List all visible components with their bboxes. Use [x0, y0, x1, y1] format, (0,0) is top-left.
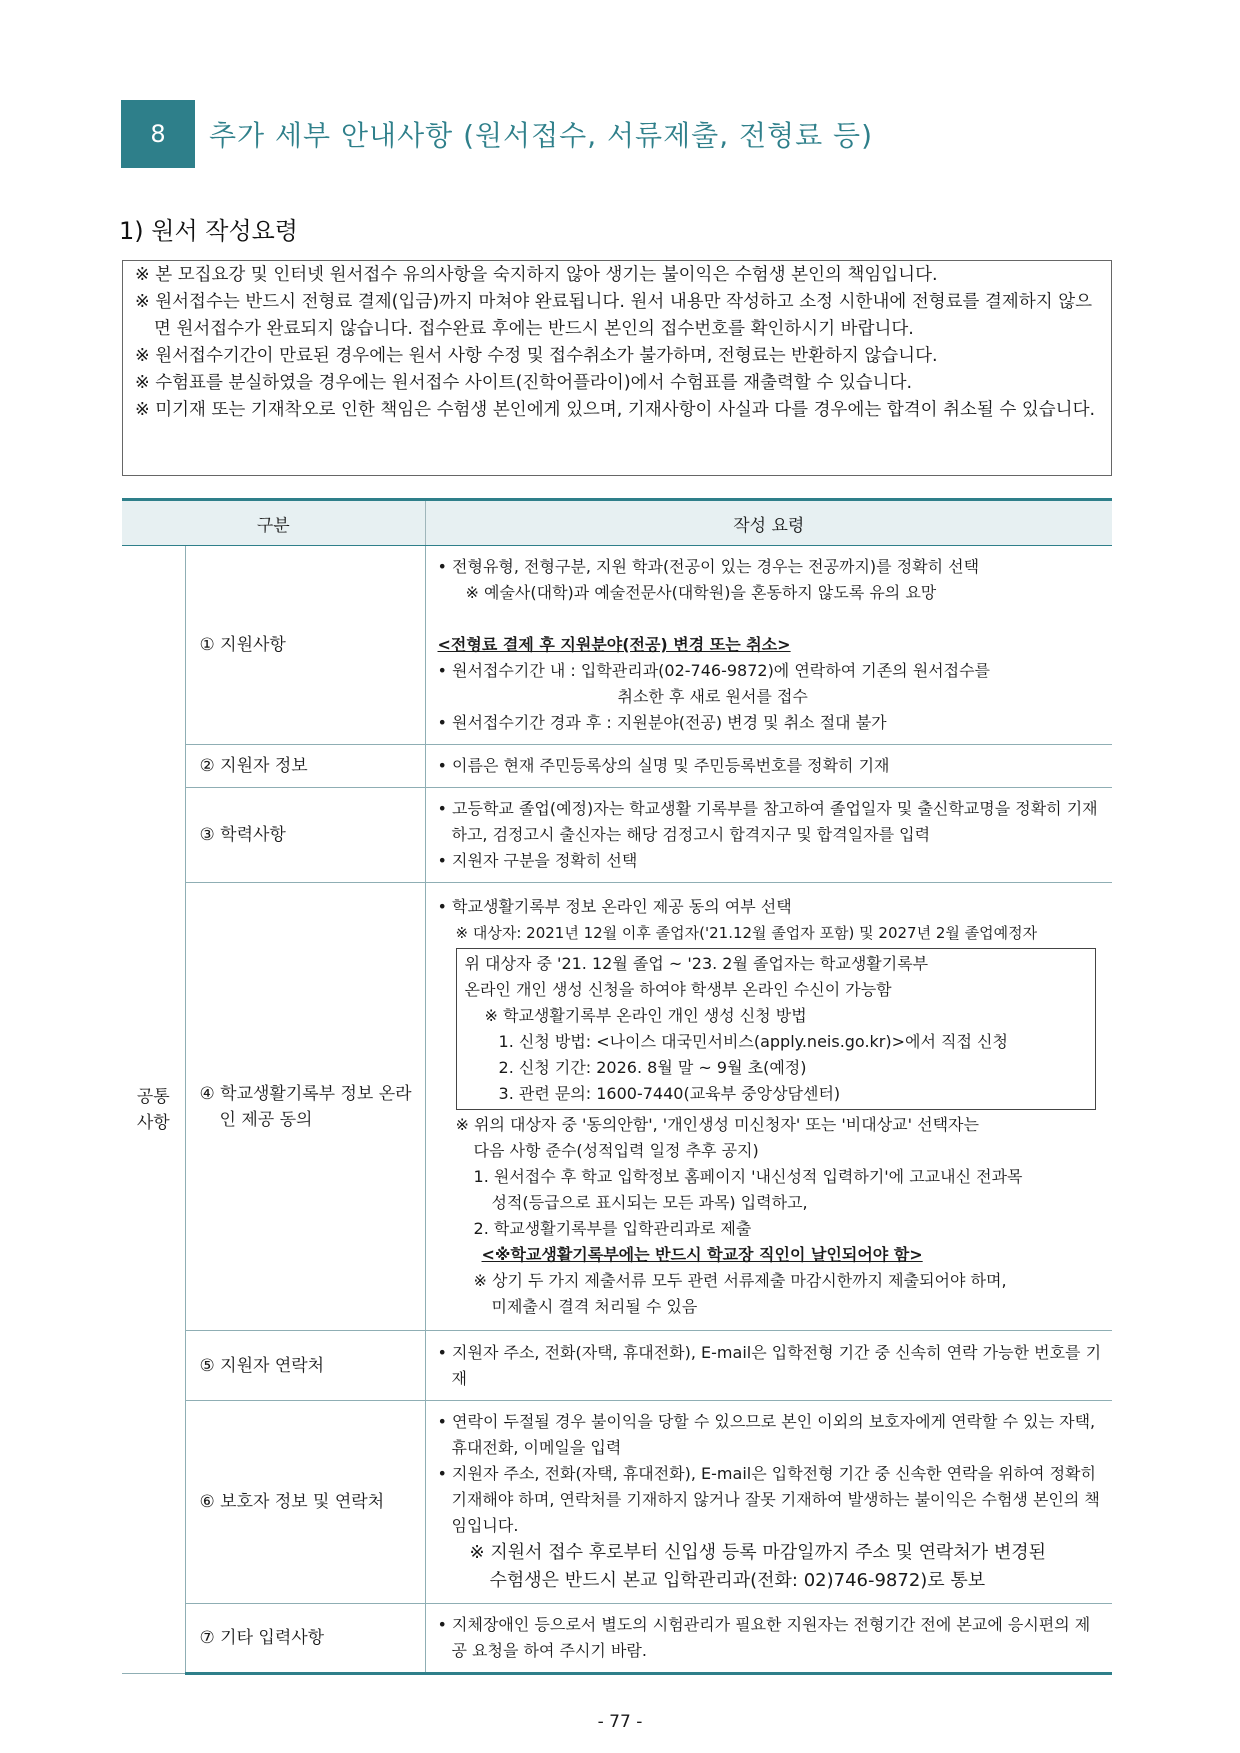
item-label: ③ 학력사항: [185, 788, 425, 883]
table-header-row: [122, 500, 1112, 546]
table-row: [122, 883, 1112, 1331]
notice-item: ※ 원서접수는 반드시 전형료 결제(입금)까지 마쳐야 완료됩니다. 원서 내용만 작성하고 소정 시한내에 전형료를 결제하지 않으면 원서접수가 완료되지 않습니다. 접수완료 후에는 반드시 본인의 접수번호를 확인하시기 바랍니다.: [135, 292, 1093, 339]
header-guide: 작성 요령: [425, 500, 1112, 546]
box-line: 온라인 개인 생성 신청을 하여야 학생부 온라인 수신이 가능함: [464, 979, 892, 999]
item-label: [185, 883, 425, 1331]
guide-table: [122, 498, 1112, 1675]
notice-item: ※ 미기재 또는 기재착오로 인한 책임은 수험생 본인에게 있으며, 기재사항이 사실과 다를 경우에는 합격이 취소될 수 있습니다.: [135, 400, 1096, 420]
bullet-text: • 원서접수기간 경과 후 : 지원분야(전공) 변경 및 취소 절대 불가: [437, 713, 887, 732]
bullet-text: • 이름은 현재 주민등록상의 실명 및 주민등록번호를 정확히 기재: [437, 756, 890, 775]
emphasis-text: <※학교생활기록부에는 반드시 학교장 직인이 날인되어야 함>: [481, 1244, 923, 1264]
notice-item: ※ 수험표를 분실하였을 경우에는 원서접수 사이트(진학어플라이)에서 수험표를 재출력할 수 있습니다.: [135, 373, 913, 393]
table-row: [122, 1604, 1112, 1674]
note-text: ※ 상기 두 가지 제출서류 모두 관련 서류제출 마감시한까지 제출되어야 하며,: [473, 1270, 1007, 1290]
box-line: ※ 학교생활기록부 온라인 개인 생성 신청 방법: [484, 1005, 807, 1025]
target-notice-box: [456, 948, 1096, 1110]
section-number: 8: [121, 100, 195, 168]
section-title: 추가 세부 안내사항 (원서접수, 서류제출, 전형료 등): [209, 119, 874, 152]
table-row: [122, 1331, 1112, 1401]
subsection-title: 1) 원서 작성요령: [119, 217, 298, 245]
note-text: ※ 지원서 접수 후로부터 신입생 등록 마감일까지 주소 및 연락처가 변경된: [469, 1542, 1047, 1563]
step-text: 성적(등급으로 표시되는 모든 과목) 입력하고,: [491, 1192, 808, 1212]
bullet-text: • 지원자 구분을 정확히 선택: [437, 851, 638, 870]
bullet-text: • 학교생활기록부 정보 온라인 제공 동의 여부 선택: [437, 896, 792, 916]
note-text: 다음 사항 준수(성적입력 일정 추후 공지): [473, 1140, 759, 1160]
item-description: [425, 546, 1112, 745]
notice-item: ※ 본 모집요강 및 인터넷 원서접수 유의사항을 숙지하지 않아 생기는 불이익은 수험생 본인의 책임입니다.: [135, 265, 938, 285]
table-row: [122, 745, 1112, 788]
subheading-text: <전형료 결제 후 지원분야(전공) 변경 또는 취소>: [437, 635, 791, 654]
step-text: 1. 원서접수 후 학교 입학정보 홈페이지 '내신성적 입력하기'에 고교내신 전과목: [473, 1166, 1023, 1186]
item-label: ① 지원사항: [185, 546, 425, 745]
box-line: 3. 관련 문의: 1600-7440(교육부 중앙상담센터): [498, 1083, 841, 1103]
note-text: ※ 예술사(대학)과 예술전문사(대학원)을 혼동하지 않도록 유의 요망: [465, 583, 937, 602]
bullet-text: • 전형유형, 전형구분, 지원 학과(전공이 있는 경우는 전공까지)를 정확히 선택: [437, 557, 980, 576]
box-line: 1. 신청 방법: <나이스 대국민서비스(apply.neis.go.kr)>에서 직접 신청: [498, 1031, 1008, 1051]
note-text: 미제출시 결격 처리될 수 있음: [491, 1296, 698, 1316]
bullet-text: • 지체장애인 등으로서 별도의 시험관리가 필요한 지원자는 전형기간 전에 본교에 응시편의 제공 요청을 하여 주시기 바람.: [437, 1615, 1091, 1660]
notice-item: ※ 원서접수기간이 만료된 경우에는 원서 사항 수정 및 접수취소가 불가하며, 전형료는 반환하지 않습니다.: [135, 346, 938, 366]
bullet-text: • 원서접수기간 내 : 입학관리과(02-746-9872)에 연락하여 기존의 원서접수를: [437, 661, 990, 680]
page-number: - 77 -: [597, 1712, 643, 1732]
header-category: 구분: [122, 500, 425, 546]
item-description: [425, 1331, 1112, 1401]
bullet-text: • 고등학교 졸업(예정)자는 학교생활 기록부를 참고하여 졸업일자 및 출신학교명을 정확히 기재하고, 검정고시 출신자는 해당 검정고시 합격지구 및 합격일자를 입력: [437, 799, 1098, 844]
box-line: 위 대상자 중 '21. 12월 졸업 ~ '23. 2월 졸업자는 학교생활기록부: [464, 953, 929, 973]
category-cell: [122, 546, 185, 1674]
item-label: ② 지원자 정보: [185, 745, 425, 788]
category-label: 공통 사항: [136, 1086, 170, 1133]
bullet-text: • 지원자 주소, 전화(자택, 휴대전화), E-mail은 입학전형 기간 중 신속한 연락을 위하여 정확히 기재해야 하며, 연락처를 기재하지 않거나 잘못 기재하여 발생하는 불이익은 수험생 본인의 책임입니다.: [437, 1464, 1100, 1535]
notice-box: [122, 260, 1112, 476]
note-text: ※ 위의 대상자 중 '동의안함', '개인생성 미신청자' 또는 '비대상교' 선택자는: [455, 1114, 979, 1134]
item-label: ⑥ 보호자 정보 및 연락처: [185, 1401, 425, 1604]
bullet-text: • 지원자 주소, 전화(자택, 휴대전화), E-mail은 입학전형 기간 중 신속히 연락 가능한 번호를 기재: [437, 1342, 1102, 1388]
item-description: [425, 745, 1112, 788]
bullet-text: • 연락이 두절될 경우 불이익을 당할 수 있으므로 본인 이외의 보호자에게 연락할 수 있는 자택, 휴대전화, 이메일을 입력: [437, 1412, 1096, 1457]
table-row: [122, 1401, 1112, 1604]
table-row: [122, 788, 1112, 883]
item-label: ⑤ 지원자 연락처: [185, 1331, 425, 1401]
table-row: [122, 546, 1112, 745]
item-description: [425, 788, 1112, 883]
item-label-text: ④ 학교생활기록부 정보 온라인 제공 동의: [199, 1083, 412, 1130]
note-text: 수험생은 반드시 본교 입학관리과(전화: 02)746-9872)로 통보: [489, 1570, 986, 1591]
item-description: [425, 883, 1112, 1331]
box-line: 2. 신청 기간: 2026. 8월 말 ~ 9월 초(예정): [498, 1057, 807, 1077]
item-description: [425, 1401, 1112, 1604]
step-text: 2. 학교생활기록부를 입학관리과로 제출: [473, 1218, 752, 1238]
section-header: [121, 100, 1121, 168]
item-description: [425, 1604, 1112, 1674]
item-label: ⑦ 기타 입력사항: [185, 1604, 425, 1674]
note-text: ※ 대상자: 2021년 12월 이후 졸업자('21.12월 졸업자 포함) 및 2027년 2월 졸업예정자: [455, 923, 1038, 942]
bullet-continuation: 취소한 후 새로 원서를 접수: [617, 687, 808, 706]
